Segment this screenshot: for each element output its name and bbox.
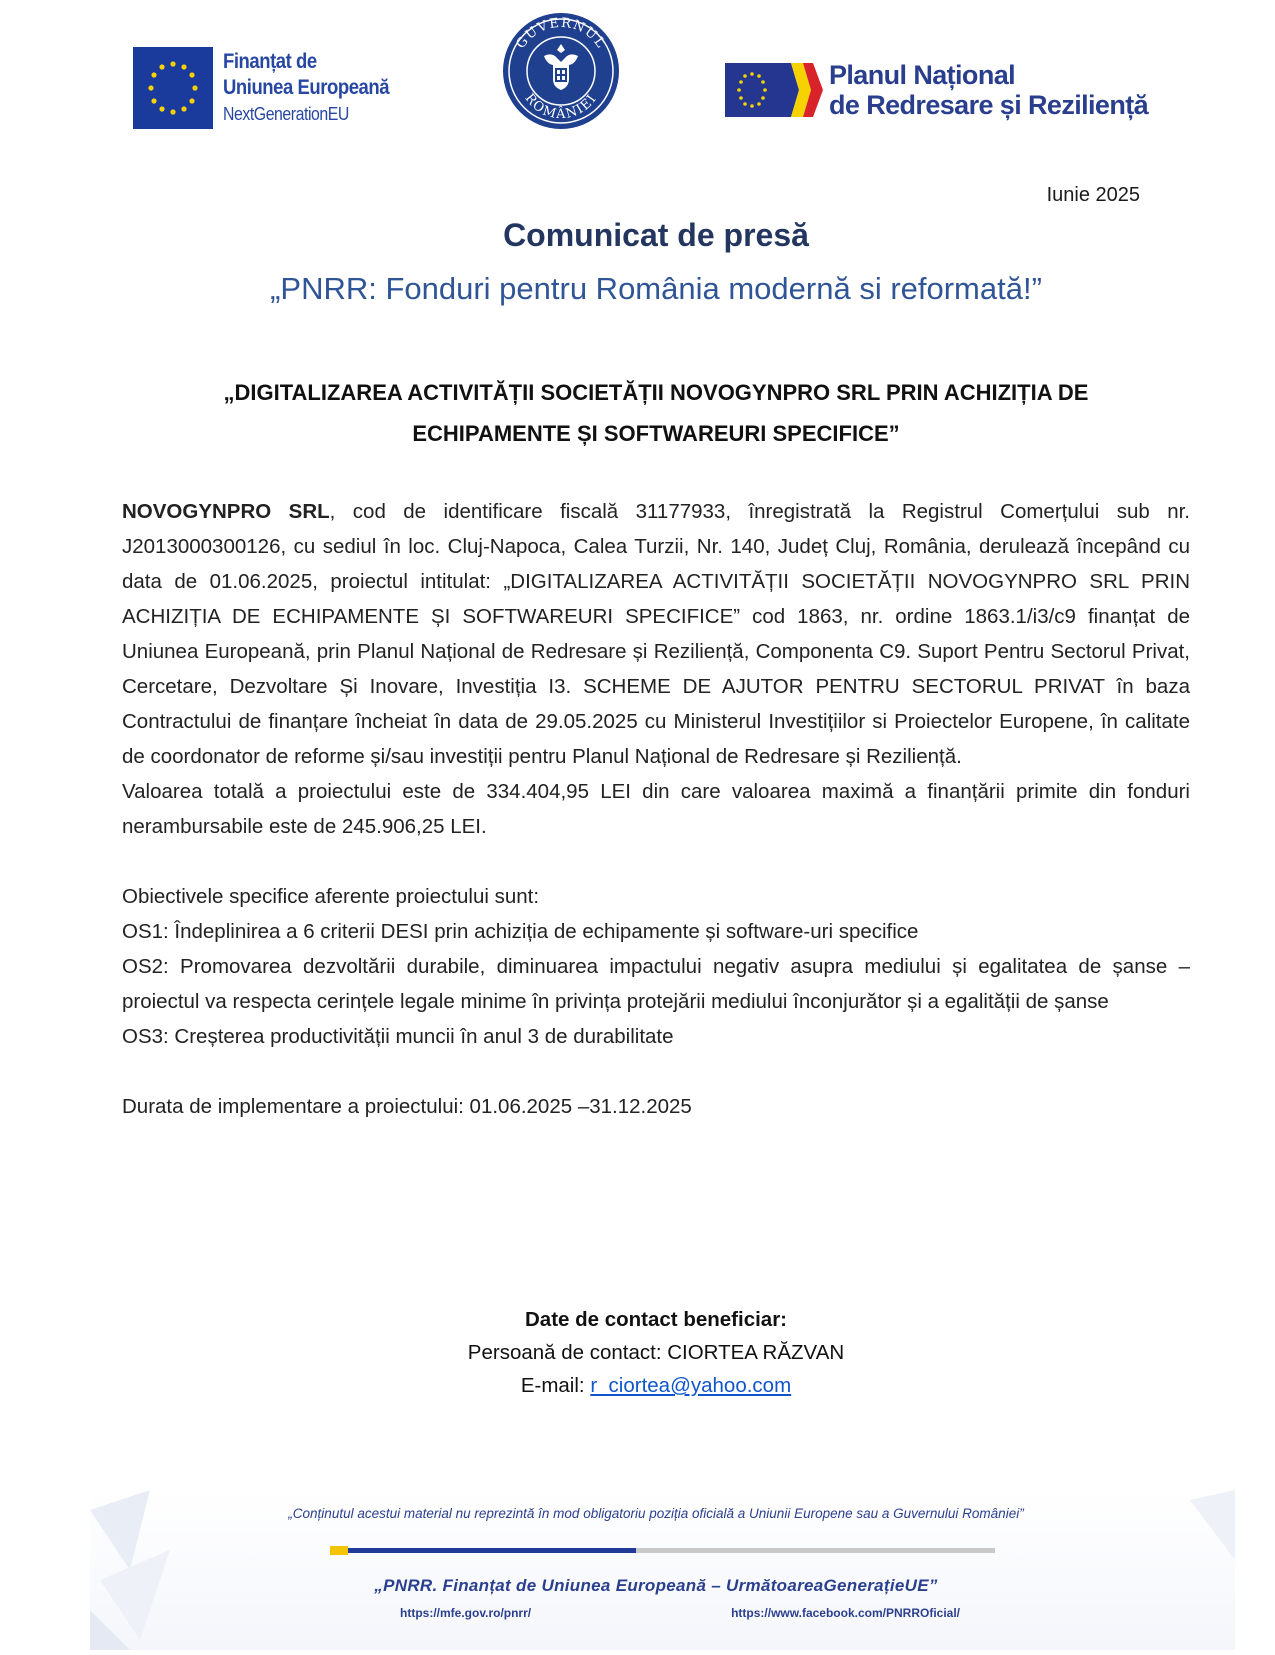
intro-text: , cod de identificare fiscală 31177933, înregistrată la Registrul Comerțului sub nr. J2013000300126, cu sediul în loc. Cluj-Napoca, Calea Turzii, Nr. 140, Județ Cluj, România, derulează începând cu data de 01.06.2025, proiectul intitulat: „DIGITALIZAREA ACTIVITĂȚII SOCIETĂȚII NOVOGYNPRO SRL PRIN ACHIZIȚIA DE ECHIPAMENTE ȘI SOFTWAREURI SPECIFICE” cod 1863, nr. ordine 1863.1/i3/c9 finanțat de Uniunea Europeană, prin Planul Național de Redresare și Reziliență, Componenta C9. Suport Pentru Sectorul Privat, Cercetare, Dezvoltare Și Inovare, Investiția I3. SCHEME DE AJUTOR PENTRU SECTORUL PRIVAT în baza Contractului de finanțare încheiat în data de 29.05.2025 cu Ministerul Investițiilor si Proiectelor Europene, în calitate de coordonator de reforme și/sau investiții pentru Planul Național de Redresare și Reziliență.	[122, 500, 1190, 768]
objective-os3: OS3: Creșterea productivității muncii în anul 3 de durabilitate	[122, 1025, 674, 1048]
eu-flag-icon	[133, 47, 213, 129]
company-name: NOVOGYNPRO SRL	[122, 500, 330, 523]
implementation-duration: Durata de implementare a proiectului: 01.06.2025 –31.12.2025	[122, 1095, 692, 1118]
email-link[interactable]: r_ciortea@yahoo.com	[590, 1374, 792, 1397]
eu-logo-line2: Uniunea Europeană	[223, 76, 390, 99]
footer-progress-fill	[330, 1548, 636, 1553]
seal-bottom-text: ROMÂNIEI	[521, 90, 601, 123]
objective-os2: OS2: Promovarea dezvoltării durabile, diminuarea impactului negativ asupra mediului și egalitatea de șanse – proiectul va respecta cerințele legale minime în privința protejării mediului înconjurător și a egalității de șanse	[122, 955, 1190, 1013]
footer-progress-tip	[330, 1546, 348, 1555]
objective-os1: OS1: Îndeplinirea a 6 criterii DESI prin achiziția de echipamente și software-uri specifice	[122, 920, 919, 943]
contact-heading: Date de contact beneficiar:	[524, 1308, 787, 1331]
eu-logo-line1: Finanțat de	[223, 50, 317, 73]
contact-block	[0, 1303, 1275, 1402]
document-date: Iunie 2025	[1046, 184, 1140, 206]
eu-funding-logo	[133, 46, 390, 130]
footer-link-mfe[interactable]: https://mfe.gov.ro/pnrr/	[400, 1606, 532, 1620]
seal-top-text: GUVERNUL	[513, 15, 609, 52]
footer-links	[400, 1606, 960, 1620]
page-title: Comunicat de presă	[503, 217, 809, 253]
press-release-body	[122, 494, 1190, 1124]
page-subtitle: „PNRR: Fonduri pentru România modernă si reformată!”	[270, 271, 1042, 306]
value-paragraph: Valoarea totală a proiectului este de 334.404,95 LEI din care valoarea maximă a finanțării primite din fonduri nerambursabile este de 245.906,25 LEI.	[122, 780, 1190, 838]
government-seal-logo	[500, 10, 622, 132]
eu-logo-line3: NextGenerationEU	[223, 104, 349, 124]
footer-progress-bar	[330, 1548, 995, 1553]
objectives-heading: Obiectivele specifice aferente proiectului sunt:	[122, 885, 540, 908]
footer-disclaimer: „Conținutul acestui material nu reprezintă în mod obligatoriu poziția oficială a Uniunii Europene sau a Guvernului României”	[288, 1506, 1024, 1521]
intro-paragraph	[122, 494, 1190, 774]
pnrr-logo-line1: Planul Național	[829, 60, 1016, 90]
project-title: „DIGITALIZAREA ACTIVITĂȚII SOCIETĂȚII NOVOGYNPRO SRL PRIN ACHIZIȚIA DE ECHIPAMENTE ȘI SOFTWAREURI SPECIFICE”	[223, 380, 1089, 446]
pnrr-flag-arrow-icon	[725, 59, 823, 121]
contact-person: Persoană de contact: CIORTEA RĂZVAN	[467, 1341, 845, 1364]
footer-slogan: „PNRR. Finanțat de Uniunea Europeană – UrmătoareaGenerațieUE”	[374, 1576, 938, 1595]
email-label: E-mail:	[520, 1374, 591, 1397]
footer-link-facebook[interactable]: https://www.facebook.com/PNRROficial/	[731, 1606, 960, 1620]
pnrr-logo-line2: de Redresare și Reziliență	[829, 90, 1149, 120]
pnrr-logo	[725, 52, 1165, 128]
contact-email-row	[0, 1369, 1275, 1402]
